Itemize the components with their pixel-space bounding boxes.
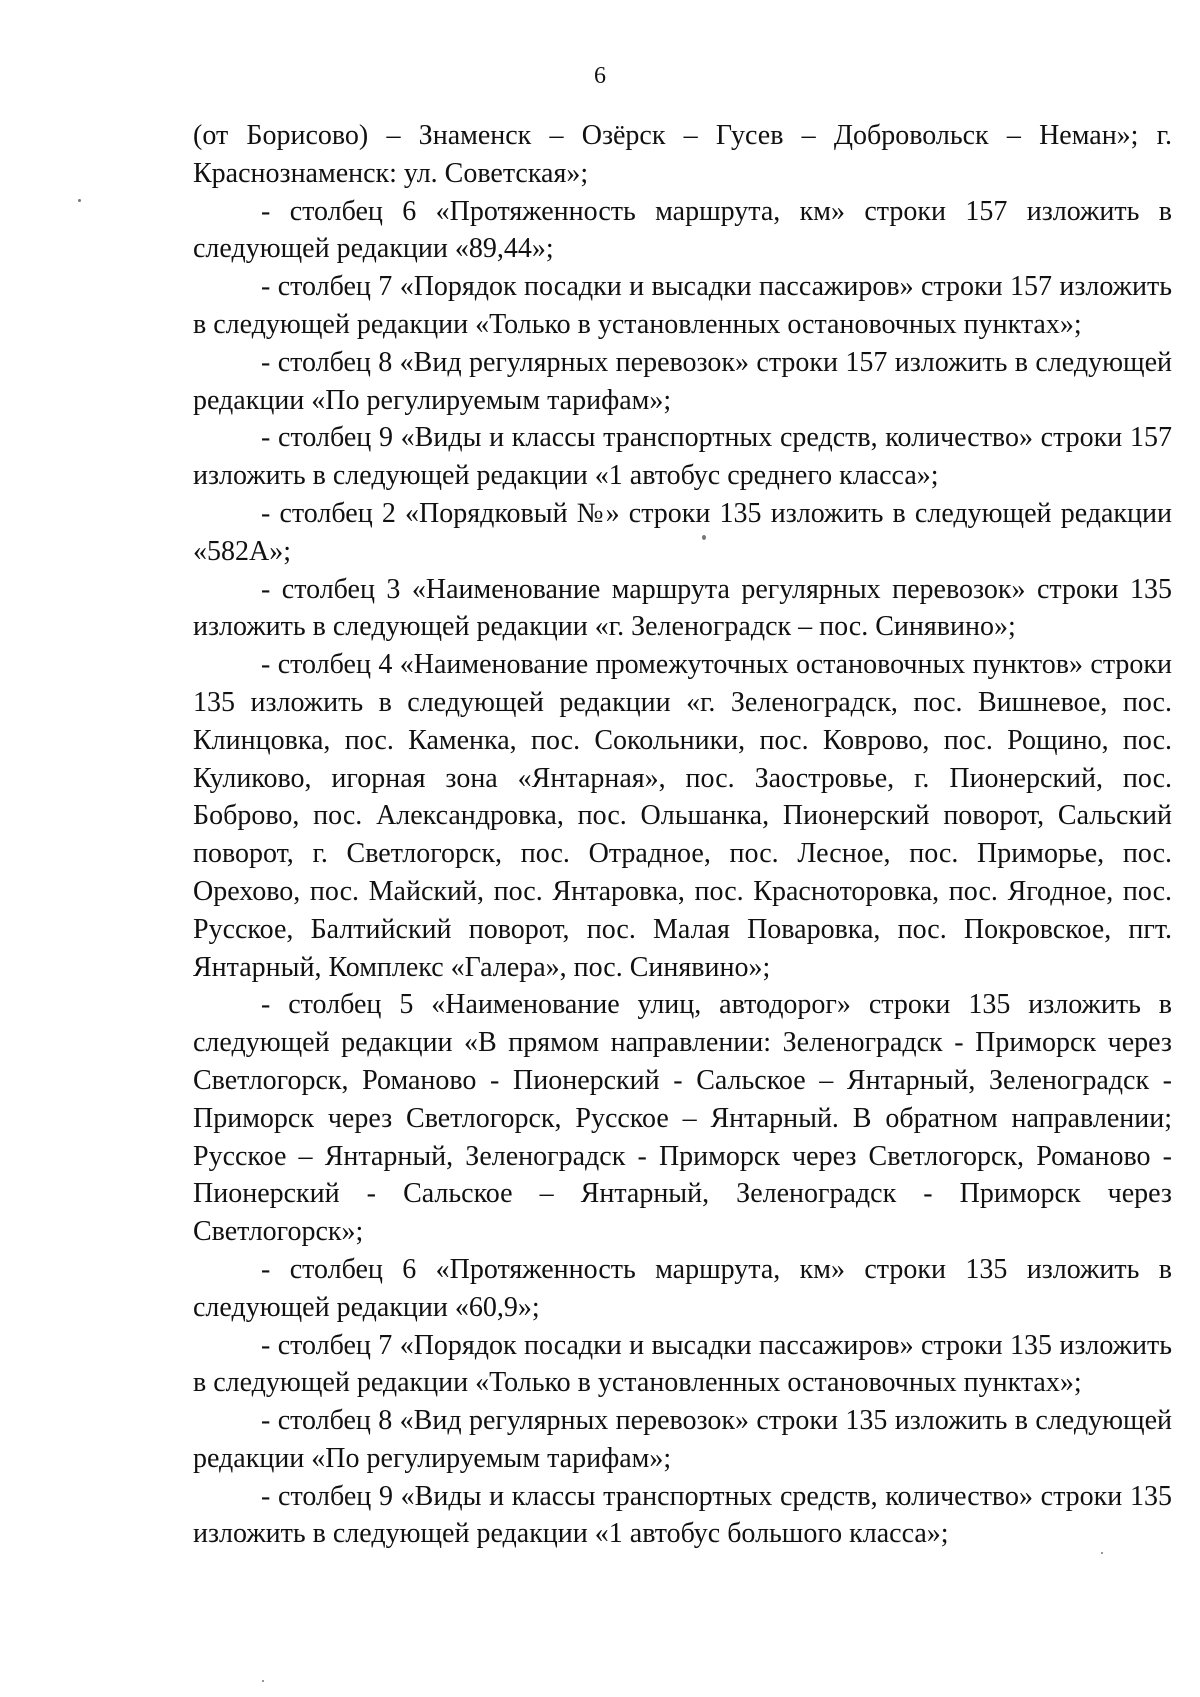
paragraph-col7-row135: - столбец 7 «Порядок посадки и высадки пассажиров» строки 135 изложить в следующей редакции «Только в установленных остановочных пунктах»; — [193, 1329, 1172, 1399]
paragraph-col5-row135: - столбец 5 «Наименование улиц, автодорог» строки 135 изложить в следующей редакции «В прямом направлении: Зеленоградск - Приморск через Светлогорск, Романово - Пионерский - Сальское – Янтарный, Зеленоградск - Приморск через Светлогорск, Русское – Янтарный. В обратном направлении; Русское – Янтарный, Зеленоградск - Приморск через Светлогорск, Романово - Пионерский - Сальское – Янтарный, Зеленоградск - Приморск через Светлогорск»; — [193, 989, 1172, 1248]
paragraph-route-continuation: (от Борисово) – Знаменск – Озёрск – Гусев – Добровольск – Неман»; г. Краснознаменск: ул. Советская»; — [193, 120, 1172, 189]
page-number: 6 — [594, 63, 606, 89]
paragraph-col4-row135: - столбец 4 «Наименование промежуточных остановочных пунктов» строки 135 изложить в следующей редакции «г. Зеленоградск, пос. Вишневое, пос. Клинцовка, пос. Каменка, пос. Сокольники, пос. Коврово, пос. Рощино, пос. Куликово, игорная зона «Янтарная», пос. Заостровье, г. Пионерский, пос. Боброво, пос. Александровка, пос. Ольшанка, Пионерский поворот, Сальский поворот, г. Светлогорск, пос. Отрадное, пос. Лесное, пос. Приморье, пос. Орехово, пос. Майский, пос. Янтаровка, пос. Красноторовка, пос. Ягодное, пос. Русское, Балтийский поворот, пос. Малая Поваровка, пос. Покровское, пгт. Янтарный, Комплекс «Галера», пос. Синявино»; — [193, 649, 1172, 983]
document-body — [193, 117, 1172, 1553]
paragraph-col6-row157: - столбец 6 «Протяженность маршрута, км» строки 157 изложить в следующей редакции «89,44»; — [193, 195, 1172, 265]
paragraph-col8-row135: - столбец 8 «Вид регулярных перевозок» строки 135 изложить в следующей редакции «По регулируемым тарифам»; — [193, 1405, 1172, 1474]
paragraph-col2-row135: - столбец 2 «Порядковый №» строки 135 изложить в следующей редакции «582А»; — [193, 497, 1172, 567]
paragraph-col9-row135: - столбец 9 «Виды и классы транспортных средств, количество» строки 135 изложить в следующей редакции «1 автобус большого класса»; — [193, 1480, 1172, 1550]
scan-speck — [1101, 1552, 1103, 1554]
scan-speck — [78, 199, 81, 202]
paragraph-col3-row135: - столбец 3 «Наименование маршрута регулярных перевозок» строки 135 изложить в следующей редакции «г. Зеленоградск – пос. Синявино»; — [193, 573, 1172, 643]
scan-speck — [702, 535, 706, 540]
paragraph-col6-row135: - столбец 6 «Протяженность маршрута, км» строки 135 изложить в следующей редакции «60,9»; — [193, 1253, 1172, 1323]
paragraph-col9-row157: - столбец 9 «Виды и классы транспортных средств, количество» строки 157 изложить в следующей редакции «1 автобус среднего класса»; — [193, 422, 1172, 492]
scan-speck — [262, 1680, 264, 1682]
paragraph-col7-row157: - столбец 7 «Порядок посадки и высадки пассажиров» строки 157 изложить в следующей редакции «Только в установленных остановочных пунктах»; — [193, 271, 1172, 340]
paragraph-col8-row157: - столбец 8 «Вид регулярных перевозок» строки 157 изложить в следующей редакции «По регулируемым тарифам»; — [193, 346, 1172, 416]
